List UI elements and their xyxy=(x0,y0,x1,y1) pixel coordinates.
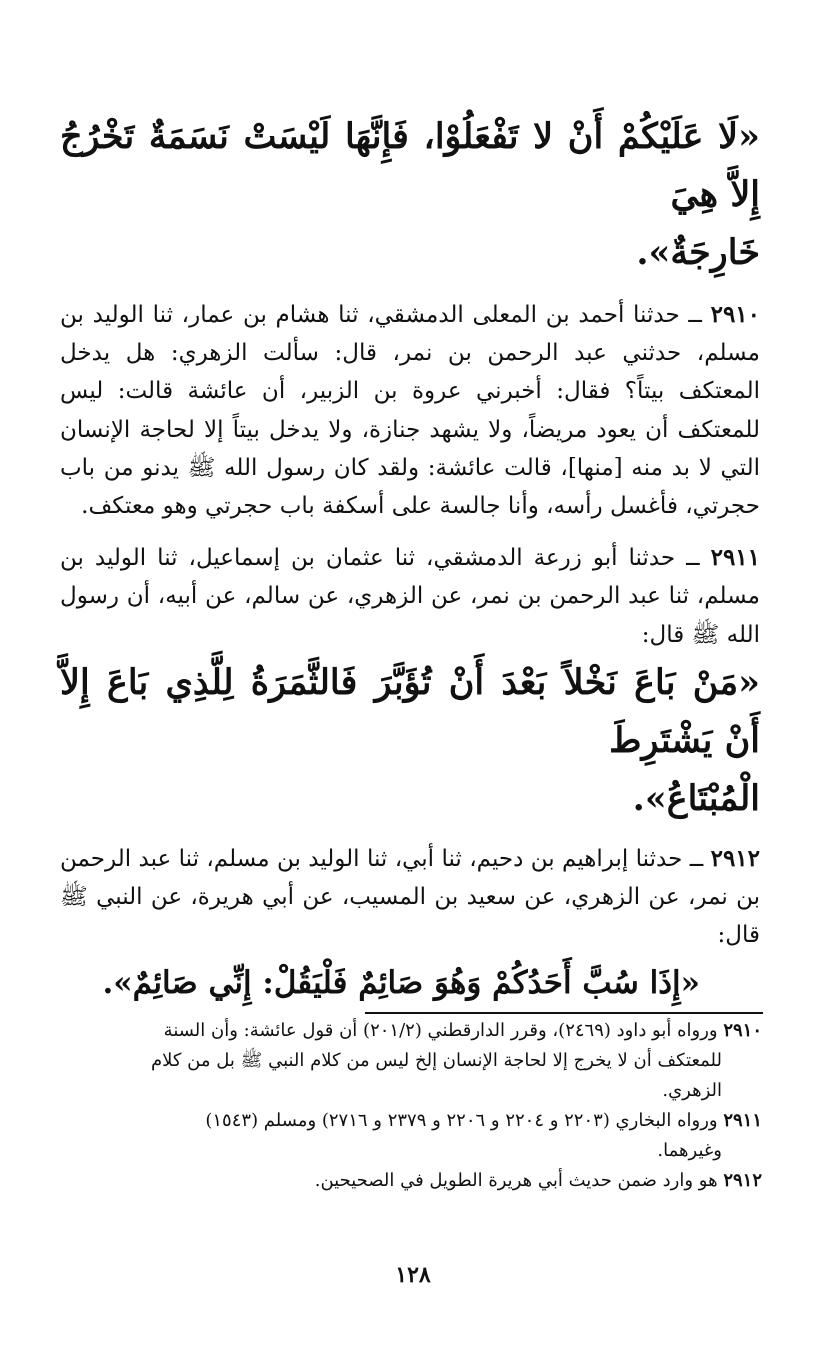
footnote-text: ورواه أبو داود (٢٤٦٩)، وقرر الدارقطني (٢٠١/٢) أن قول عائشة: وأن السنة xyxy=(163,1020,718,1041)
hadith-2911 xyxy=(60,539,760,654)
footnotes xyxy=(55,1016,762,1196)
footnote-line: للمعتكف أن لا يخرج إلا لحاجة الإنسان إلخ ليس من كلام النبي ﷺ بل من كلام xyxy=(151,1050,722,1071)
footnote-2912 xyxy=(55,1166,762,1196)
hadith-text-2910: ــ حدثنا أحمد بن المعلى الدمشقي، ثنا هشام بن عمار، ثنا الوليد بن مسلم، حدثني عبد الرحمن بن نمر، قال: سألت الزهري: هل يدخل المعتكف بيتاً؟ فقال: أخبرني عروة بن الزبير، أن عائشة قالت: ليس للمعتكف أن يعود مريضاً، ولا يشهد جنازة، ولا يدخل بيتاً إلا لحاجة الإنسان التي لا بد منه [منها]، قالت عائشة: ولقد كان رسول الله ﷺ يدنو من باب حجرتي، فأغسل رأسه، وأنا جالسة على أسكفة باب حجرتي وهو معتكف. xyxy=(60,302,760,520)
hadith-text-2912: ــ حدثنا إبراهيم بن دحيم، ثنا أبي، ثنا الوليد بن مسلم، ثنا عبد الرحمن بن نمر، عن الزهري، عن سعيد بن المسيب، عن أبي هريرة، عن النبي ﷺ قال: xyxy=(60,845,760,949)
quote-hadith-2909-line1: «لَا عَلَيْكُمْ أَنْ لا تَفْعَلُوْا، فَإِنَّهَا لَيْسَتْ نَسَمَةٌ تَخْرُجُ إِلاَّ هِيَ xyxy=(60,116,760,215)
hadith-2910 xyxy=(60,296,760,525)
quote-hadith-2909-line2: خَارِجَةٌ». xyxy=(636,232,760,273)
footnote-line xyxy=(55,1166,762,1196)
footnote-text: ورواه البخاري (٢٢٠٣ و ٢٢٠٤ و ٢٢٠٦ و ٢٣٧٩ و ٢٧١٦) ومسلم (١٥٤٣) xyxy=(205,1110,718,1131)
footnote-line: وغيرهما. xyxy=(657,1140,722,1161)
footnote-number: ٢٩١٠ xyxy=(723,1020,762,1041)
footnote-line: الزهري. xyxy=(662,1080,722,1101)
hadith-number-2912: ٢٩١٢ xyxy=(710,844,761,872)
footnote-divider xyxy=(365,1012,763,1014)
footnote-text: هو وارد ضمن حديث أبي هريرة الطويل في الصحيحين. xyxy=(314,1170,718,1191)
footnote-number: ٢٩١١ xyxy=(723,1110,762,1131)
hadith-number-2910: ٢٩١٠ xyxy=(710,301,761,328)
quote-hadith-2912: «إِذَا سُبَّ أَحَدُكُمْ وَهُوَ صَائِمٌ فَلْيَقُلْ: إِنِّي صَائِمٌ». xyxy=(102,965,700,1002)
hadith-2912 xyxy=(60,840,760,955)
hadith-text-2911: ــ حدثنا أبو زرعة الدمشقي، ثنا عثمان بن إسماعيل، ثنا الوليد بن مسلم، ثنا عبد الرحمن بن نمر، عن الزهري، عن سالم، عن أبيه، أن رسول الله ﷺ قال: xyxy=(60,545,760,648)
footnote-number: ٢٩١٢ xyxy=(723,1170,762,1191)
footnote-2910 xyxy=(55,1016,762,1106)
page-number: ١٢٨ xyxy=(395,1262,431,1288)
quote-hadith-2911-line2: الْمُبْتَاعُ». xyxy=(632,777,760,819)
main-text xyxy=(60,108,760,1012)
footnote-2911 xyxy=(55,1106,762,1166)
footnote-line xyxy=(55,1106,762,1136)
footnote-line xyxy=(55,1016,762,1046)
quote-hadith-2911-line1: «مَنْ بَاعَ نَخْلاً بَعْدَ أَنْ تُؤَبَّرَ فَالثَّمَرَةُ لِلَّذِي بَاعَ إِلاَّ أَنْ يَشْتَرِطَ xyxy=(60,661,760,761)
hadith-number-2911: ٢٩١١ xyxy=(710,544,761,572)
